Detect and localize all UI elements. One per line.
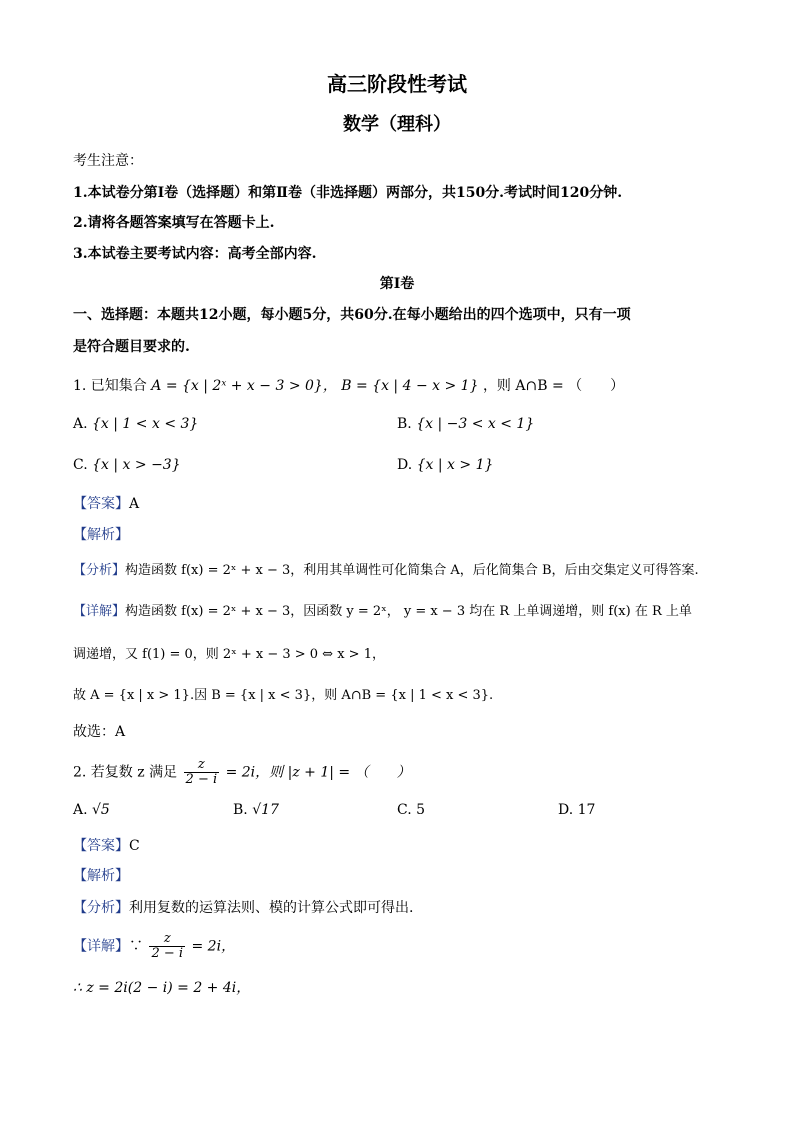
xiangjie-suffix: = 2i， [191,938,236,955]
notice-item-1: 1.本试卷分第Ⅰ卷（选择题）和第Ⅱ卷（非选择题）两部分，共150分.考试时间120分钟. [73,185,623,201]
q2-option-d [558,800,595,820]
option-text: 17 [577,802,596,818]
q2-xiangjie-2: ∴ z = 2i(2 − i) = 2 + 4i， [73,980,251,996]
page-subtitle: 数学（理科） [343,114,451,135]
option-text: {x | x > −3} [92,457,181,473]
q1-xiangjie-3: 故 A = {x | x > 1}.因 B = {x | x < 3}，则 A∩B = {x | 1 < x < 3}. [73,688,494,703]
q2-stem-prefix: 2. 若复数 z 满足 [73,764,178,781]
xiangjie-tag: 【详解】 [73,604,126,619]
q1-option-d [397,455,493,475]
q1-analysis-tag: 【解析】 [73,527,129,543]
q2-analysis-tag: 【解析】 [73,868,129,884]
q1-xiangjie-2: 调递增，又 f(1) = 0，则 2ˣ + x − 3 > 0 ⇔ x > 1， [73,647,385,662]
option-text: √5 [92,802,110,818]
xiangjie-tag: 【详解】 [73,938,129,955]
q1-stem-prefix: 1. 已知集合 [73,378,147,394]
q1-xiangjie-1 [73,602,692,622]
q1-stem-suffix: ，则 A∩B = （ ） [482,378,625,394]
fenxi-text: 利用复数的运算法则、模的计算公式即可得出. [129,900,414,916]
xiangjie-prefix: ∵ [129,938,143,955]
q2-stem-mid: = 2i，则 |z + 1| = （ ） [225,764,411,781]
q1-option-c [73,455,181,475]
answer-tag: 【答案】 [73,496,129,512]
q1-choose: 故选：A [73,724,126,740]
xiangjie-text: 构造函数 f(x) = 2ˣ + x − 3，因函数 y = 2ˣ， y = x − 3 均在 R 上单调递增，则 f(x) 在 R 上单 [125,604,692,619]
option-label: A. [73,416,88,432]
q2-xiangjie-1 [73,932,235,961]
notice-item-2: 2.请将各题答案填写在答题卡上. [73,215,275,231]
answer-value: A [129,496,140,512]
page-title: 高三阶段性考试 [327,72,467,96]
fenxi-tag: 【分析】 [73,900,129,916]
option-label: C. [397,802,412,818]
q2-fraction [184,758,220,787]
q1-stem [73,376,624,396]
option-label: D. [558,802,574,818]
fraction-denominator: 2 − i [151,946,184,961]
notice-item-3: 3.本试卷主要考试内容：高考全部内容. [73,246,317,262]
answer-tag: 【答案】 [73,838,129,854]
answer-value: C [129,838,140,854]
q2-option-a [73,800,110,820]
q2-stem [73,758,411,787]
option-label: B. [233,802,248,818]
section-intro-1: 一、选择题：本题共12小题，每小题5分，共60分.在每小题给出的四个选项中，只有一项 [73,307,631,323]
option-text: {x | x > 1} [416,457,494,473]
fenxi-tag: 【分析】 [73,563,126,578]
fraction-denominator: 2 − i [185,772,218,787]
option-text: 5 [416,802,426,818]
notice-heading: 考生注意： [73,153,143,169]
q2-option-b [233,800,279,820]
q2-option-c [397,800,425,820]
option-label: B. [397,416,412,432]
q1-fenxi [73,561,699,581]
fraction-numerator: z [163,931,171,946]
option-label: A. [73,802,88,818]
option-text: √17 [252,802,279,818]
section-intro-2: 是符合题目要求的. [73,339,190,355]
fenxi-text: 构造函数 f(x) = 2ˣ + x − 3，利用其单调性可化简集合 A，后化简集合 B，后由交集定义可得答案. [125,563,699,578]
option-text: {x | −3 < x < 1} [416,416,535,432]
q1-stem-sets: A = {x | 2ˣ + x − 3 > 0}， B = {x | 4 − x > 1} [151,378,479,394]
q1-option-a [73,414,198,434]
fraction-numerator: z [197,757,205,772]
q1-option-b [397,414,534,434]
q1-answer [73,494,139,514]
q2-fenxi [73,898,413,918]
option-label: C. [73,457,88,473]
q2-answer [73,836,140,856]
q2-xiangjie-fraction [149,932,185,961]
section-title: 第Ⅰ卷 [379,276,415,292]
option-text: {x | 1 < x < 3} [92,416,199,432]
option-label: D. [397,457,413,473]
